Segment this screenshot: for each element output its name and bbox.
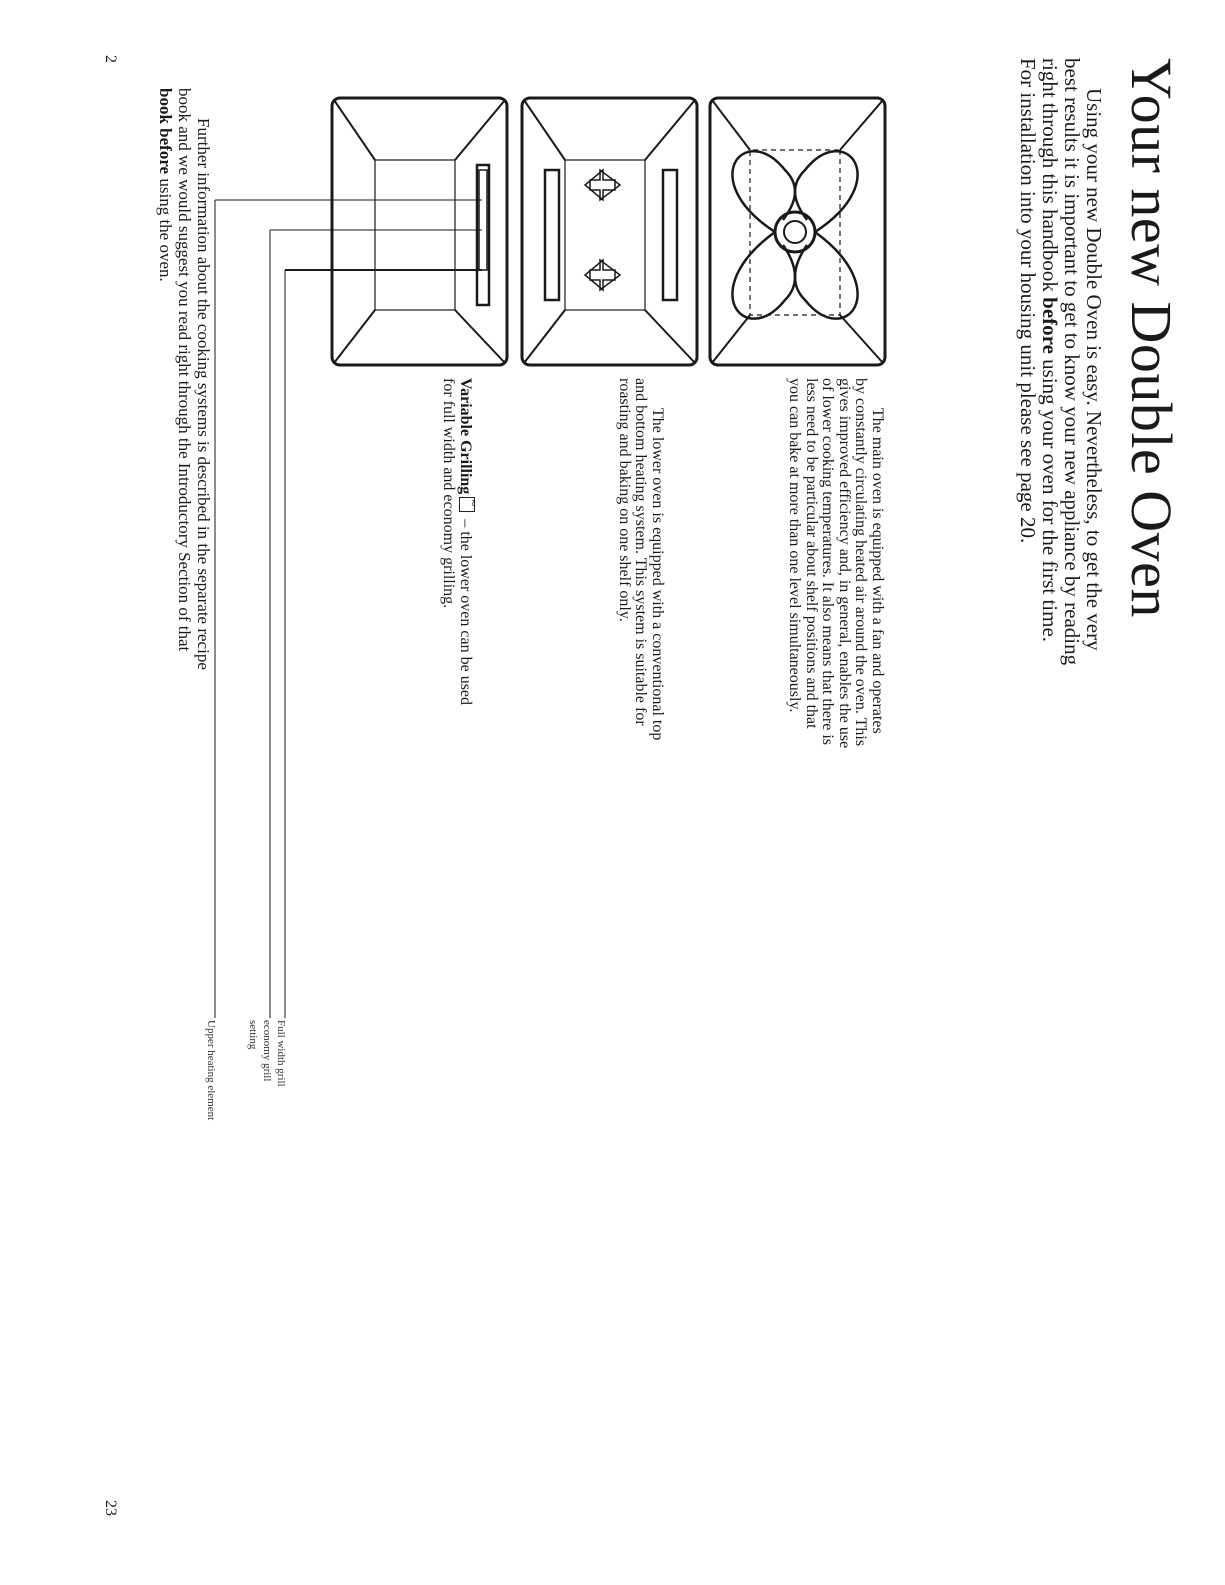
further-information-paragraph xyxy=(156,88,213,728)
main-oven-text: The main oven is equipped with a fan and operates by constantly circulating heated air around the oven. This gives improved efficiency and, in general, enables the use of lower cooking temperatures. It also means that there is less need to be particular about shelf positions and that you can bake at more than one level simultaneously. xyxy=(786,378,886,749)
fan-oven-diagram xyxy=(710,98,885,365)
page-number-right: 23 xyxy=(102,1500,119,1516)
footnote-text: using the oven. xyxy=(156,174,175,282)
footnote-line xyxy=(156,88,175,728)
callout-setting: setting xyxy=(247,1020,259,1050)
main-oven-description xyxy=(786,378,885,753)
intro-line: For installation into your housing unit please see page 20. xyxy=(1016,58,1040,544)
page-number-left: 2 xyxy=(102,55,119,63)
footnote-line: book and we would suggest you read right through the Introductory Section of that xyxy=(175,88,194,652)
grill-icon xyxy=(459,497,475,512)
lower-oven-text: The lower oven is equipped with a conventional top and bottom heating system. This system is suitable for roasting and baking on one shelf only. xyxy=(616,378,666,741)
lower-oven-description xyxy=(616,378,666,753)
grilling-description xyxy=(440,378,475,708)
conventional-oven-diagram xyxy=(522,98,697,365)
intro-line xyxy=(1039,58,1061,988)
footnote-line: Further information about the cooking systems is described in the separate recipe xyxy=(194,118,213,670)
footnote-emphasis: book before xyxy=(156,88,175,175)
intro-emphasis: before xyxy=(1038,297,1062,354)
callout-economy-grill: economy grill xyxy=(261,1020,273,1082)
intro-text: using your oven for the first time. xyxy=(1038,353,1062,643)
grilling-paragraph xyxy=(440,378,475,708)
intro-line: best results it is important to get to know your new appliance by reading xyxy=(1060,58,1084,666)
intro-line: Using your new Double Oven is easy. Nevertheless, to get the very xyxy=(1082,88,1106,651)
intro-paragraph xyxy=(1017,58,1105,988)
grilling-heading: Variable Grilling xyxy=(457,378,474,495)
callout-upper-heating-element: Upper heating element xyxy=(205,1020,217,1121)
callout-full-width-grill: Full width grill xyxy=(275,1020,287,1087)
grilling-text: – the lower oven can be used for full width and economy grilling. xyxy=(440,378,474,706)
page-title: Your new Double Oven xyxy=(1119,58,1184,618)
intro-text: right through this handbook xyxy=(1038,58,1062,298)
